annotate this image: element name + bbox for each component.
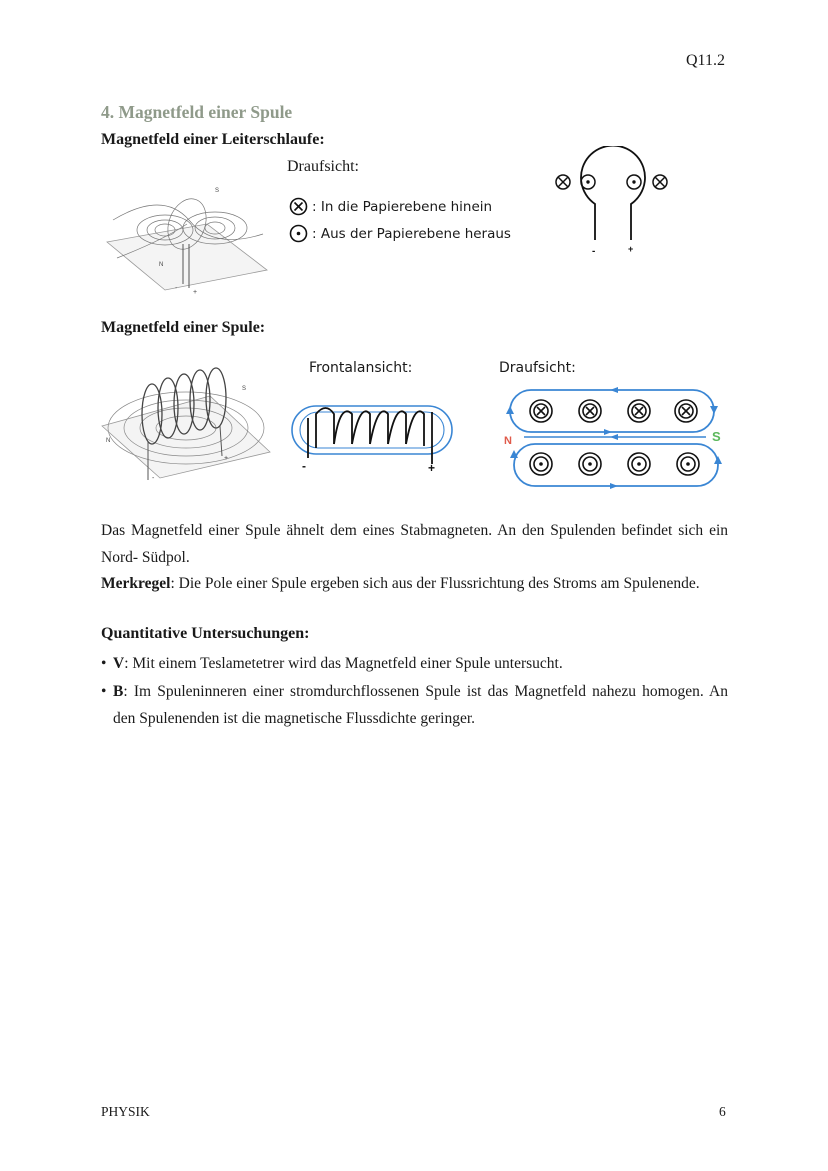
legend-into-page (289, 197, 492, 216)
loop-3d-plus-label: + (193, 289, 198, 296)
section-heading: 4. Magnetfeld einer Spule (101, 102, 293, 122)
coil-field-3d-diagram (100, 356, 272, 486)
loop-top-view-label: Draufsicht: (287, 158, 359, 175)
footer-subject: PHYSIK (101, 1104, 150, 1119)
bullet-marker: • (101, 655, 107, 672)
loop-top-view-diagram (548, 146, 678, 258)
course-code: Q11.2 (686, 52, 725, 69)
legend-out-of-page-text: : Aus der Papierebene heraus (312, 225, 511, 242)
bullet-marker: • (101, 683, 107, 700)
loop-3d-south-label: S (215, 188, 220, 194)
loop-subheading: Magnetfeld einer Leiterschlaufe: (101, 131, 325, 148)
coil-subheading: Magnetfeld einer Spule: (101, 319, 266, 336)
coil-top-view-diagram (500, 384, 730, 492)
coil-top-view-label: Draufsicht: (499, 360, 576, 376)
current-into-page-icon (289, 197, 308, 216)
coil-3d-south-label: S (242, 386, 247, 392)
loop-field-3d-diagram (103, 180, 271, 298)
coil-south-pole-label: S (712, 429, 721, 444)
current-out-of-page-icon (289, 224, 308, 243)
coil-3d-north-label: N (106, 438, 111, 444)
legend-into-page-text: : In die Papierebene hinein (312, 198, 493, 215)
loop-3d-minus-label: - (175, 285, 178, 292)
paragraph-bar-magnet: Das Magnetfeld einer Spule ähnelt dem eines Stabmagneten. An den Spulenden befindet sich ein Nord- Südpol. (101, 522, 728, 566)
frontal-minus-label: - (302, 459, 306, 473)
loop-top-minus-label: - (592, 246, 596, 257)
bullet-b-label: B (113, 683, 124, 700)
legend-out-of-page (289, 224, 511, 243)
loop-top-plus-label: + (628, 244, 634, 254)
frontal-plus-label: + (428, 461, 436, 475)
bullet-b-text: : Im Spuleninneren einer stromdurchflossenen Spule ist das Magnetfeld nahezu homogen. An den Spulenenden ist die magnetische Flussdichte geringer. (113, 683, 728, 727)
coil-3d-minus-label: - (152, 475, 155, 482)
merkregel-label: Merkregel (101, 575, 171, 592)
coil-3d-plus-label: + (224, 455, 229, 462)
coil-frontal-diagram (288, 388, 456, 478)
loop-3d-north-label: N (159, 262, 164, 268)
paragraph-merkregel (101, 571, 728, 598)
footer-page-number: 6 (719, 1104, 726, 1119)
quantitative-heading: Quantitative Untersuchungen: (101, 625, 310, 642)
coil-north-pole-label: N (504, 435, 512, 447)
frontal-view-label: Frontalansicht: (309, 360, 413, 376)
bullet-item-v (101, 651, 728, 678)
bullet-v-label: V (113, 655, 125, 672)
merkregel-text: : Die Pole einer Spule ergeben sich aus der Flussrichtung des Stroms am Spulenende. (170, 575, 700, 592)
bullet-v-text: : Mit einem Teslametetrer wird das Magnetfeld einer Spule untersucht. (124, 655, 563, 672)
bullet-item-b (101, 679, 728, 732)
